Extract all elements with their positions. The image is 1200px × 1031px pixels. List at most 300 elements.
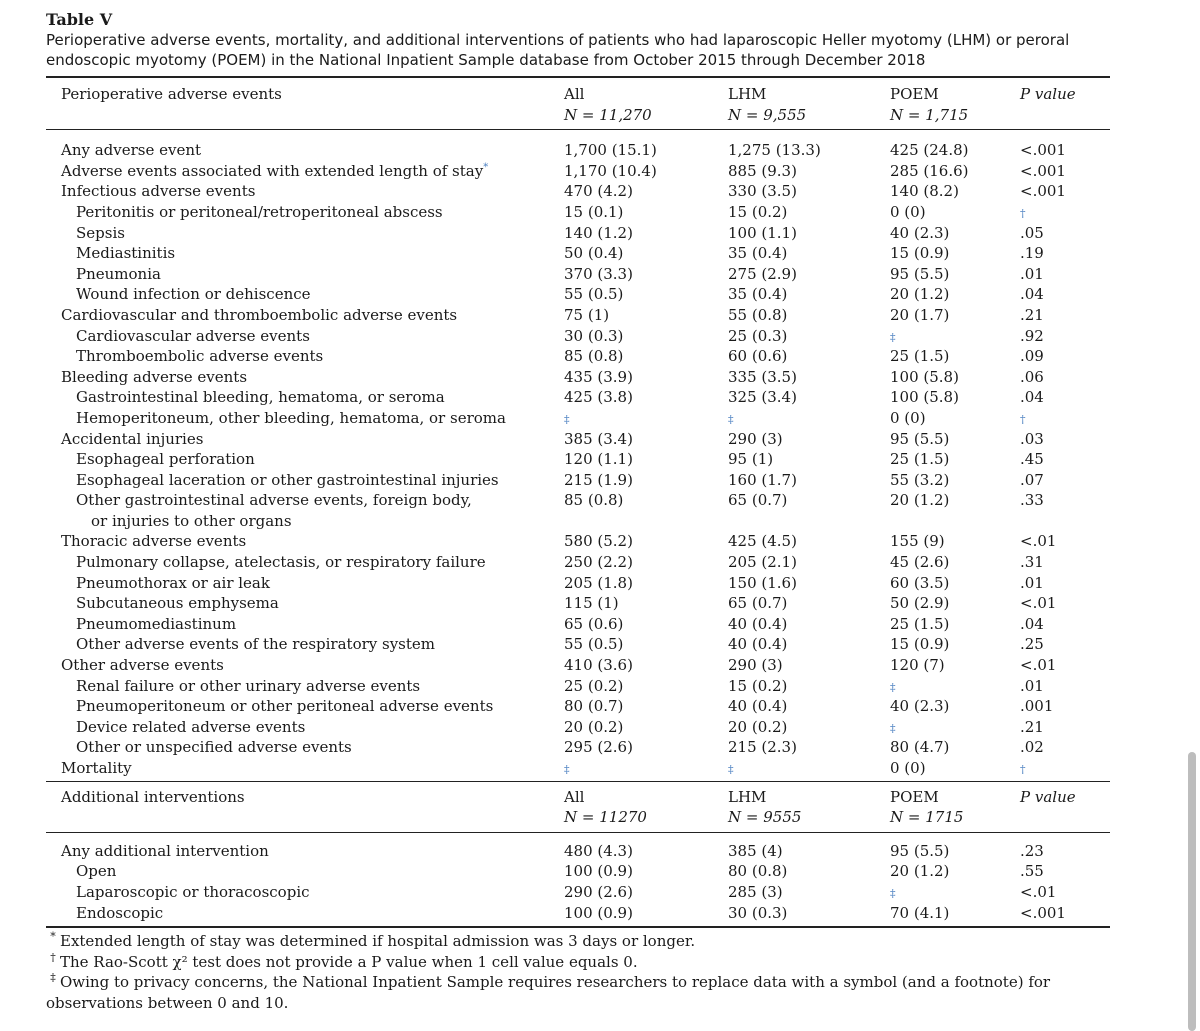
row-label-text: Subcutaneous emphysema [76,594,279,613]
cell-lhm-text: 60 (0.6) [728,347,788,366]
cell-all [564,655,728,676]
cell-p-value [1020,223,1110,244]
row-label [46,676,564,697]
cell-lhm [728,264,890,285]
cell-all [564,490,728,531]
cell-all-text: 205 (1.8) [564,573,633,592]
cell-poem-text: 70 (4.1) [890,903,950,922]
row-label [46,264,564,285]
row-label [46,387,564,408]
cell-poem-text: ‡ [890,721,896,735]
cell-all-text: 100 (0.9) [564,862,633,881]
cell-lhm-text: 15 (0.2) [728,676,788,695]
section-divider-rule [46,781,1110,782]
row-label [46,181,564,202]
cell-all [564,243,728,264]
cell-p-value [1020,305,1110,326]
cell-all-text: 290 (2.6) [564,882,633,901]
cell-poem-text: 100 (5.8) [890,367,959,386]
row-label-text: Thromboembolic adverse events [76,347,324,366]
cell-poem [890,861,1020,882]
cell-p-value [1020,882,1110,903]
header-lhm [728,84,890,125]
cell-all-text: 75 (1) [564,305,610,324]
cell-p-value [1020,367,1110,388]
cell-poem [890,181,1020,202]
row-label [46,737,564,758]
cell-all-text: 580 (5.2) [564,532,633,551]
cell-poem [890,552,1020,573]
cell-p-value-text: † [1020,763,1026,776]
row-label [46,284,564,305]
row-label [46,593,564,614]
header-p-value: P value [1020,85,1076,103]
cell-poem [890,841,1020,862]
header2-lhm [728,787,890,828]
cell-poem-text: 425 (24.8) [890,141,969,160]
cell-lhm [728,696,890,717]
cell-poem-text: 285 (16.6) [890,161,969,180]
cell-lhm-text: 35 (0.4) [728,285,788,304]
cell-p-value [1020,490,1110,531]
table-row [46,614,1110,635]
section2-header-label: Additional interventions [61,787,245,806]
cell-p-value [1020,593,1110,614]
cell-lhm [728,676,890,697]
row-label-text: Any additional intervention [61,841,269,860]
cell-lhm [728,882,890,903]
cell-lhm [728,861,890,882]
cell-all-text: 15 (0.1) [564,202,624,221]
cell-all [564,408,728,429]
cell-poem [890,573,1020,594]
cell-poem-text: 95 (5.5) [890,264,950,283]
table-row [46,326,1110,347]
cell-poem-text: 20 (1.2) [890,862,950,881]
cell-lhm-text: 15 (0.2) [728,202,788,221]
cell-p-value-text: .23 [1020,841,1044,860]
cell-poem-text: 20 (1.7) [890,305,950,324]
cell-all-text: 295 (2.6) [564,738,633,757]
cell-p-value [1020,161,1110,182]
cell-poem [890,449,1020,470]
header-poem [890,84,1020,125]
cell-all [564,737,728,758]
cell-all [564,284,728,305]
table-row [46,903,1110,924]
cell-p-value-text: .19 [1020,244,1044,263]
cell-p-value-text: .55 [1020,862,1044,881]
row-label [46,408,564,429]
cell-all [564,140,728,161]
cell-poem [890,737,1020,758]
cell-poem [890,408,1020,429]
cell-p-value-text: .21 [1020,305,1044,324]
row-label [46,223,564,244]
cell-all-text: 250 (2.2) [564,553,633,572]
cell-lhm [728,490,890,531]
cell-poem-text: 60 (3.5) [890,573,950,592]
cell-p-value-text: <.01 [1020,656,1057,675]
cell-p-value-text: <.01 [1020,532,1057,551]
row-label-text: Laparoscopic or thoracoscopic [76,882,310,901]
cell-all [564,552,728,573]
cell-poem [890,243,1020,264]
cell-poem-text: 15 (0.9) [890,244,950,263]
cell-all [564,531,728,552]
table-row [46,470,1110,491]
cell-p-value-text: .09 [1020,347,1044,366]
cell-all-text: 55 (0.5) [564,635,624,654]
cell-all-text: ‡ [564,763,570,776]
cell-all [564,614,728,635]
cell-poem [890,614,1020,635]
cell-all-text: 65 (0.6) [564,614,624,633]
cell-p-value [1020,737,1110,758]
row-label-continuation: or injuries to other organs [91,511,292,530]
cell-p-value [1020,634,1110,655]
cell-all [564,573,728,594]
cell-p-value [1020,470,1110,491]
cell-poem-text: 95 (5.5) [890,429,950,448]
cell-all [564,264,728,285]
footnote-text: The Rao-Scott χ² test does not provide a P value when 1 cell value equals 0. [60,952,638,971]
table-row [46,531,1110,552]
top-rule [46,76,1110,78]
cell-poem-text: 40 (2.3) [890,697,950,716]
table-row [46,841,1110,862]
cell-lhm [728,387,890,408]
cell-all-text: 1,700 (15.1) [564,141,657,160]
row-label-text: Gastrointestinal bleeding, hematoma, or seroma [76,388,445,407]
cell-lhm-text: 25 (0.3) [728,326,788,345]
header-lhm-n: N = 9,555 [728,105,807,124]
header2-p-value: P value [1020,787,1076,806]
header-lhm-label: LHM [728,85,767,103]
cell-all-text: 370 (3.3) [564,264,633,283]
cell-all [564,841,728,862]
footnotes [46,931,1110,1013]
cell-lhm-text: 425 (4.5) [728,532,797,551]
cell-all [564,634,728,655]
header2-poem [890,787,1020,828]
cell-lhm [728,531,890,552]
header-all-n: N = 11,270 [564,105,652,124]
header-rule [46,129,1110,130]
row-label-text: Peritonitis or peritoneal/retroperitoneal abscess [76,202,443,221]
cell-lhm [728,305,890,326]
cell-all-text: 50 (0.4) [564,244,624,263]
cell-p-value-text: .01 [1020,573,1044,592]
row-label [46,717,564,738]
cell-lhm-text: 325 (3.4) [728,388,797,407]
row-label [46,367,564,388]
table-row [46,717,1110,738]
cell-p-value-text: <.001 [1020,903,1066,922]
table-row [46,346,1110,367]
row-label [46,634,564,655]
cell-all-text: 25 (0.2) [564,676,624,695]
row-label-text: Esophageal laceration or other gastrointestinal injuries [76,470,499,489]
row-label-text: Accidental injuries [61,429,204,448]
cell-poem [890,284,1020,305]
cell-all [564,470,728,491]
table-row [46,696,1110,717]
row-label-text: Bleeding adverse events [61,367,248,386]
row-label [46,140,564,161]
cell-lhm [728,326,890,347]
cell-p-value [1020,573,1110,594]
table-row [46,861,1110,882]
cell-lhm-text: 150 (1.6) [728,573,797,592]
cell-all [564,305,728,326]
row-label [46,614,564,635]
cell-poem-text: ‡ [890,680,896,694]
cell-poem [890,202,1020,223]
cell-lhm-text: 330 (3.5) [728,182,797,201]
cell-poem [890,903,1020,924]
cell-lhm [728,903,890,924]
cell-poem-text: 95 (5.5) [890,841,950,860]
cell-all-text: 80 (0.7) [564,697,624,716]
cell-all-text: 470 (4.2) [564,182,633,201]
row-label-text: Pulmonary collapse, atelectasis, or respiratory failure [76,553,486,572]
table-row [46,676,1110,697]
row-label-text: Renal failure or other urinary adverse events [76,676,421,695]
row-label-text: Endoscopic [76,903,164,922]
header-poem-label: POEM [890,85,939,103]
cell-p-value-text: .04 [1020,614,1044,633]
cell-lhm [728,737,890,758]
table-row [46,243,1110,264]
section2-header [46,787,1110,828]
cell-all [564,903,728,924]
cell-lhm-text: 40 (0.4) [728,635,788,654]
row-label-text: Pneumoperitoneum or other peritoneal adverse events [76,697,494,716]
cell-lhm-text: 35 (0.4) [728,244,788,263]
cell-p-value-text: .05 [1020,223,1044,242]
cell-all [564,882,728,903]
cell-poem-text: 155 (9) [890,532,945,551]
footnote: ‡ Owing to privacy concerns, the National Inpatient Sample requires researchers to replace data with a symbol (and a footnote) for observations between 0 and 10. [46,971,1051,1012]
cell-all-text: 115 (1) [564,594,619,613]
table-row [46,202,1110,223]
cell-p-value [1020,181,1110,202]
row-label-text: Other adverse events of the respiratory system [76,635,436,654]
cell-lhm-text: 215 (2.3) [728,738,797,757]
cell-p-value [1020,429,1110,450]
cell-all-text: 30 (0.3) [564,326,624,345]
cell-poem [890,387,1020,408]
cell-p-value-text: .21 [1020,717,1044,736]
cell-lhm [728,140,890,161]
row-label-text: Cardiovascular and thromboembolic adverse events [61,305,458,324]
row-label [46,531,564,552]
cell-poem [890,346,1020,367]
cell-all-text: 55 (0.5) [564,285,624,304]
cell-lhm [728,614,890,635]
cell-p-value [1020,861,1110,882]
header2-poem-n: N = 1715 [890,808,964,827]
table-row [46,305,1110,326]
footnote-text: Owing to privacy concerns, the National Inpatient Sample requires researchers to replace data with a symbol (and a footnote) for observations between 0 and 10. [46,973,1051,1012]
footnote: * Extended length of stay was determined if hospital admission was 3 days or longer. [50,930,696,951]
cell-poem [890,326,1020,347]
section1-body [46,140,1110,778]
cell-p-value [1020,408,1110,429]
row-label-text: Any adverse event [61,141,202,160]
cell-poem-text: 15 (0.9) [890,635,950,654]
section1-header-label: Perioperative adverse events [61,85,282,103]
cell-lhm-text: 30 (0.3) [728,903,788,922]
cell-lhm [728,841,890,862]
cell-lhm [728,243,890,264]
cell-all-text: 385 (3.4) [564,429,633,448]
cell-poem [890,634,1020,655]
cell-poem [890,531,1020,552]
row-label [46,696,564,717]
cell-p-value-text: <.01 [1020,594,1057,613]
cell-all-text: 425 (3.8) [564,388,633,407]
row-label [46,326,564,347]
cell-lhm [728,634,890,655]
header2-lhm-label: LHM [728,787,767,806]
row-label-text: Infectious adverse events [61,182,256,201]
cell-poem-text: 20 (1.2) [890,285,950,304]
table-row [46,264,1110,285]
cell-p-value-text: .07 [1020,470,1044,489]
cell-poem [890,593,1020,614]
cell-poem [890,429,1020,450]
section2-body [46,841,1110,923]
row-label [46,490,564,531]
cell-poem-text: 55 (3.2) [890,470,950,489]
cell-poem-text: 140 (8.2) [890,182,959,201]
cell-poem [890,264,1020,285]
row-label-text: Pneumomediastinum [76,614,237,633]
cell-poem-text: 0 (0) [890,759,926,777]
table-row [46,387,1110,408]
cell-lhm-text: 160 (1.7) [728,470,797,489]
row-label-text: Pneumonia [76,264,161,283]
cell-all [564,223,728,244]
table-row [46,429,1110,450]
cell-lhm [728,573,890,594]
cell-poem [890,470,1020,491]
table-row [46,408,1110,429]
cell-p-value [1020,387,1110,408]
cell-poem-text: 0 (0) [890,408,926,427]
cell-poem-text: 25 (1.5) [890,450,950,469]
cell-poem [890,140,1020,161]
cell-poem-text: 120 (7) [890,656,945,675]
cell-lhm [728,717,890,738]
header-poem-n: N = 1,715 [890,105,969,124]
cell-all [564,593,728,614]
cell-poem [890,161,1020,182]
cell-lhm [728,367,890,388]
cell-p-value-text: † [1020,206,1026,220]
row-label [46,552,564,573]
row-label [46,573,564,594]
row-label-text: Device related adverse events [76,717,306,736]
table-row [46,593,1110,614]
header2-lhm-n: N = 9555 [728,808,802,827]
cell-all-text: 480 (4.3) [564,841,633,860]
cell-lhm-text: 95 (1) [728,450,774,469]
cell-poem [890,367,1020,388]
cell-lhm [728,552,890,573]
cell-lhm-text: 275 (2.9) [728,264,797,283]
cell-p-value [1020,758,1110,779]
row-label-text: Pneumothorax or air leak [76,573,270,592]
cell-p-value-text: <.001 [1020,161,1066,180]
header2-poem-label: POEM [890,787,939,806]
footnote-text: Extended length of stay was determined if hospital admission was 3 days or longer. [60,932,696,951]
cell-lhm [728,758,890,779]
cell-p-value-text: .02 [1020,738,1044,757]
cell-lhm [728,593,890,614]
cell-p-value-text: .06 [1020,367,1044,386]
cell-p-value [1020,655,1110,676]
cell-lhm-text: 40 (0.4) [728,697,788,716]
cell-poem [890,305,1020,326]
cell-poem [890,696,1020,717]
cell-p-value-text: † [1020,412,1026,426]
header2-all-n: N = 11270 [564,808,647,827]
row-label [46,305,564,326]
cell-lhm-text: 335 (3.5) [728,367,797,386]
header-all-label: All [564,85,585,103]
cell-poem [890,490,1020,531]
row-label-text: Other or unspecified adverse events [76,738,352,757]
scrollbar-thumb[interactable] [1188,752,1196,1031]
cell-all-text: 100 (0.9) [564,903,633,922]
row-label-text: Hemoperitoneum, other bleeding, hematoma, or seroma [76,408,506,427]
cell-lhm-text: 55 (0.8) [728,305,788,324]
cell-p-value [1020,346,1110,367]
cell-lhm [728,346,890,367]
cell-all [564,429,728,450]
cell-p-value [1020,841,1110,862]
cell-all-text: 120 (1.1) [564,450,633,469]
row-label [46,882,564,903]
cell-p-value [1020,676,1110,697]
row-label [46,470,564,491]
row-label [46,449,564,470]
cell-p-value-text: <.001 [1020,182,1066,201]
footnote-mark[interactable]: * [483,161,489,173]
table-row [46,552,1110,573]
row-label [46,429,564,450]
table-row [46,737,1110,758]
cell-poem [890,758,1020,779]
cell-p-value [1020,614,1110,635]
cell-p-value-text: .03 [1020,429,1044,448]
cell-poem [890,676,1020,697]
cell-poem-text: 25 (1.5) [890,614,950,633]
cell-p-value-text: <.001 [1020,141,1066,160]
cell-all [564,717,728,738]
cell-lhm [728,655,890,676]
cell-lhm [728,408,890,429]
row-label-text: Adverse events associated with extended length of stay [61,161,484,180]
cell-all [564,758,728,779]
cell-all-text: 85 (0.8) [564,347,624,366]
header2-all-label: All [564,787,585,806]
row-label [46,861,564,882]
cell-p-value-text: .45 [1020,450,1044,469]
